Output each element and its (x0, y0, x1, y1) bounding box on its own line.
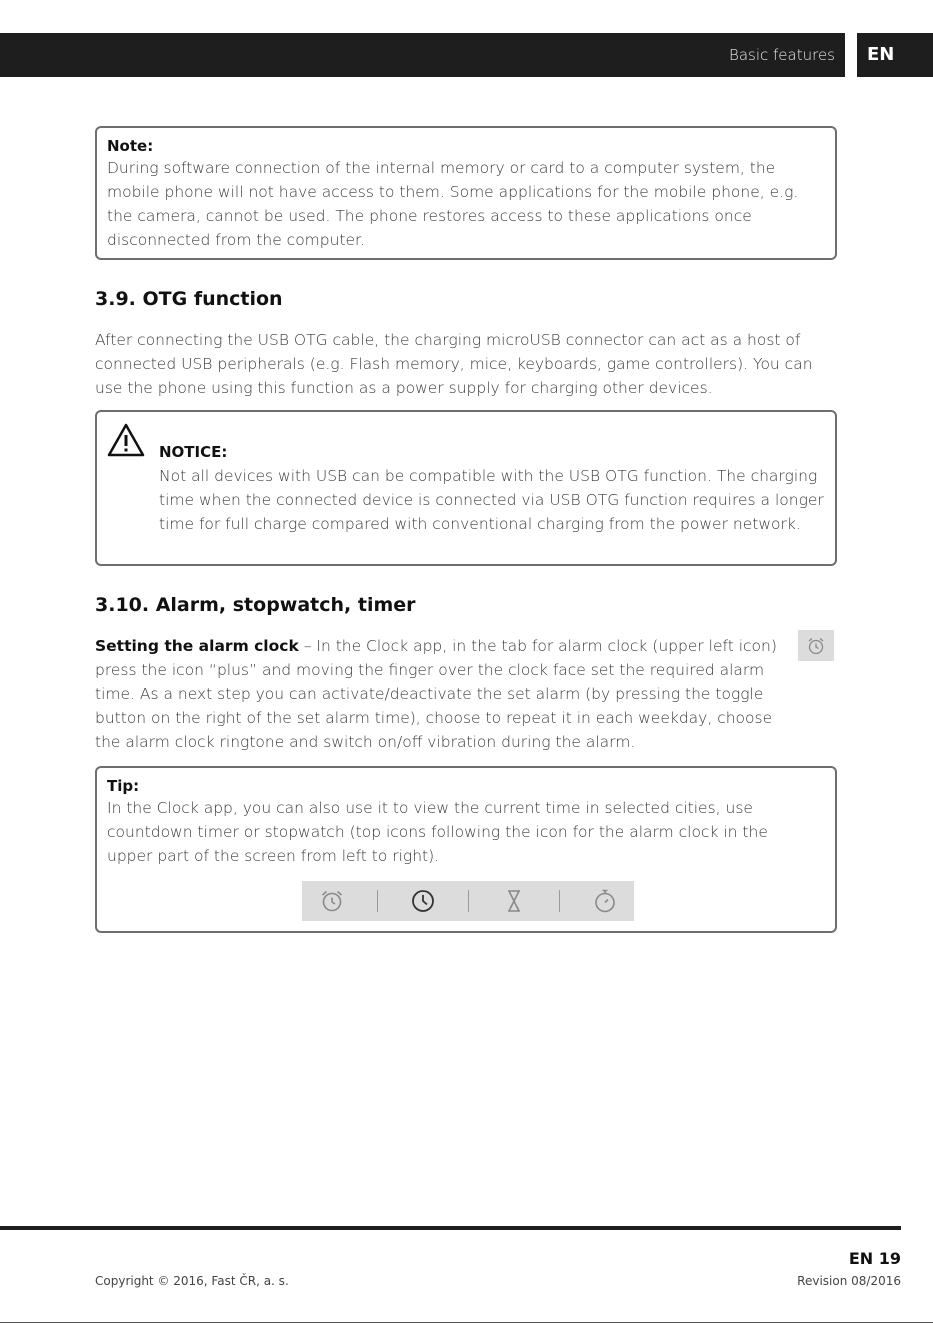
page-bottom-rule (0, 1322, 933, 1323)
header-bar (0, 33, 845, 77)
section-heading-alarm: 3.10. Alarm, stopwatch, timer (95, 594, 416, 616)
language-badge: EN (857, 33, 933, 77)
alarm-lead: Setting the alarm clock (95, 637, 299, 655)
tab-divider (377, 890, 378, 912)
section-title: Basic features (729, 46, 835, 64)
warning-triangle-icon (107, 422, 145, 462)
footer-rule (0, 1226, 901, 1230)
alarm-paragraph (95, 634, 800, 754)
note-body: During software connection of the internal memory or card to a computer system, the mobile phone will not have access to them. Some applications for the mobile phone, e.g. the camera, cannot be used. The phone restores access to these applications once disconnected from the computer. (107, 159, 799, 249)
notice-box (95, 410, 837, 566)
otg-paragraph: After connecting the USB OTG cable, the charging microUSB connector can act as a host of connected USB peripherals (e.g. Flash memory, mice, keyboards, game controllers). You can use the phone using this function as a power supply for charging other devices. (95, 331, 813, 397)
page-number: EN 19 (848, 1249, 901, 1268)
hourglass-icon (500, 887, 528, 915)
stopwatch-icon (591, 887, 619, 915)
tip-box (95, 766, 837, 933)
clock-icon (409, 887, 437, 915)
notice-title: NOTICE: (159, 443, 228, 461)
tab-divider (559, 890, 560, 912)
alarm-clock-icon (798, 630, 834, 661)
section-heading-otg: 3.9. OTG function (95, 288, 283, 310)
alarm-clock-icon (318, 887, 346, 915)
tip-title: Tip: (107, 777, 140, 795)
tab-divider (468, 890, 469, 912)
note-box (95, 126, 837, 260)
alarm-body: – In the Clock app, in the tab for alarm clock (upper left icon) press the icon “plus” and moving the finger over the clock face set the required alarm time. As a next step you can activate/deactivate the set alarm (by pressing the toggle button on the right of the set alarm time), choose to repeat it in each weekday, choose the alarm clock ringtone and switch on/off vibration during the alarm. (95, 637, 777, 751)
tip-body: In the Clock app, you can also use it to view the current time in selected cities, use countdown timer or stopwatch (top icons following the icon for the alarm clock in the upper part of the screen from left to right). (107, 799, 768, 865)
clock-tabs-strip (302, 881, 634, 921)
copyright: Copyright © 2016, Fast ČR, a. s. (95, 1274, 289, 1288)
notice-body: Not all devices with USB can be compatible with the USB OTG function. The charging time when the connected device is connected via USB OTG function requires a longer time for full charge compared with conventional charging from the power network. (159, 467, 824, 533)
revision: Revision 08/2016 (797, 1274, 901, 1288)
note-title: Note: (107, 137, 154, 155)
